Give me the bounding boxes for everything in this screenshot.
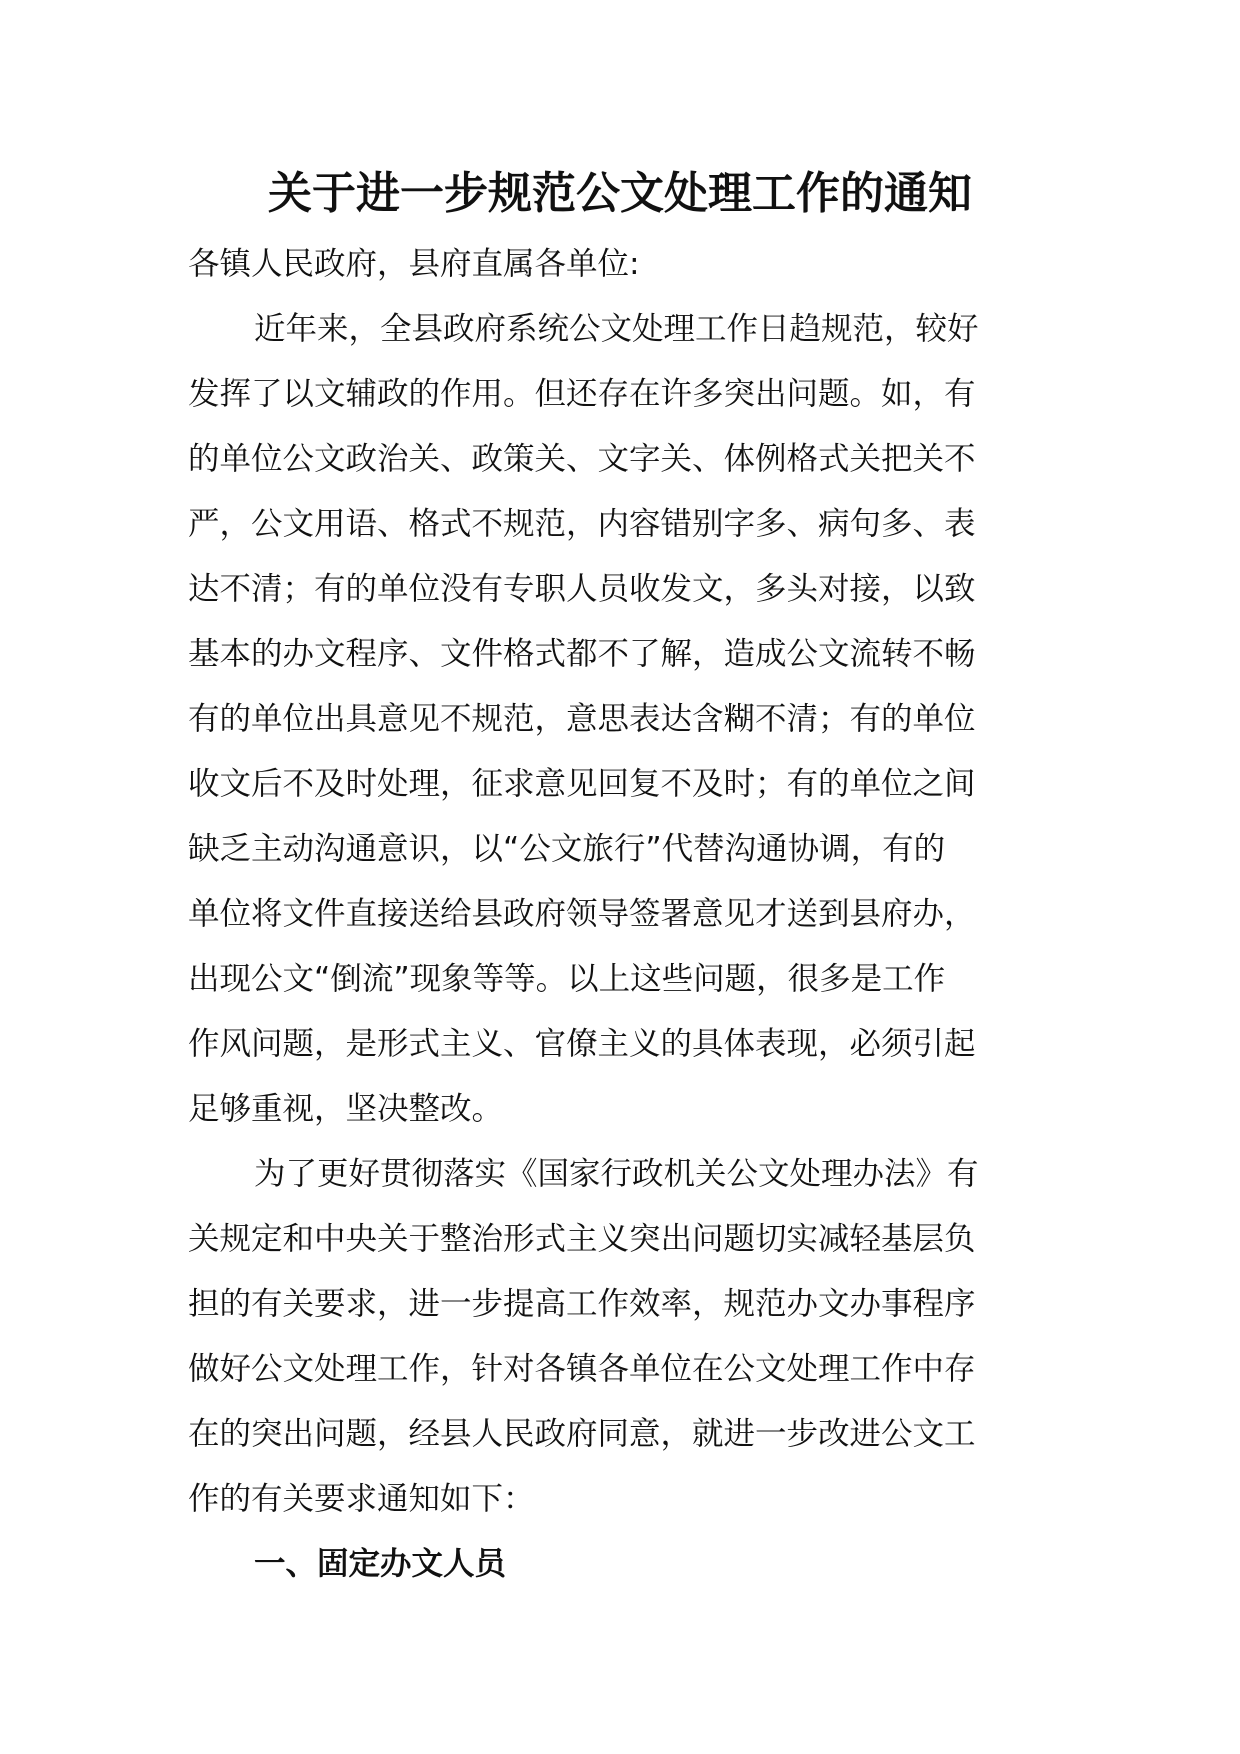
paragraph-line: 有的单位出具意见不规范，意思表达含糊不清；有的单位 bbox=[188, 701, 976, 737]
paragraph-line: 足够重视，坚决整改。 bbox=[188, 1091, 504, 1127]
paragraph-line: 发挥了以文辅政的作用。但还存在许多突出问题。如，有 bbox=[188, 376, 976, 412]
paragraph-line: 担的有关要求，进一步提高工作效率，规范办文办事程序 bbox=[188, 1286, 976, 1322]
paragraph-line: 关规定和中央关于整治形式主义突出问题切实减轻基层负 bbox=[188, 1221, 976, 1257]
section-heading: 一、固定办文人员 bbox=[254, 1546, 507, 1582]
paragraph-line: 近年来，全县政府系统公文处理工作日趋规范，较好 bbox=[254, 311, 979, 347]
paragraph-line: 在的突出问题，经县人民政府同意，就进一步改进公文工 bbox=[188, 1416, 976, 1452]
paragraph-line: 为了更好贯彻落实《国家行政机关公文处理办法》有 bbox=[254, 1156, 979, 1192]
document-body bbox=[188, 232, 1052, 1597]
paragraph-line: 基本的办文程序、文件格式都不了解，造成公文流转不畅 bbox=[188, 636, 976, 672]
paragraph-line: 缺乏主动沟通意识，以“公文旅行”代替沟通协调，有的 bbox=[188, 831, 946, 867]
paragraph-line: 收文后不及时处理，征求意见回复不及时；有的单位之间 bbox=[188, 766, 976, 802]
paragraph-line: 严，公文用语、格式不规范，内容错别字多、病句多、表 bbox=[188, 506, 976, 542]
paragraph-line: 作风问题，是形式主义、官僚主义的具体表现，必须引起 bbox=[188, 1026, 976, 1062]
paragraph-line: 做好公文处理工作，针对各镇各单位在公文处理工作中存 bbox=[188, 1351, 976, 1387]
paragraph-line: 达不清；有的单位没有专职人员收发文，多头对接，以致 bbox=[188, 571, 976, 607]
paragraph-line: 出现公文“倒流”现象等等。以上这些问题，很多是工作 bbox=[188, 961, 946, 997]
document-title: 关于进一步规范公文处理工作的通知 bbox=[268, 168, 972, 219]
paragraph-line: 作的有关要求通知如下： bbox=[188, 1481, 535, 1517]
salutation: 各镇人民政府，县府直属各单位: bbox=[188, 246, 640, 282]
paragraph-line: 的单位公文政治关、政策关、文字关、体例格式关把关不 bbox=[188, 441, 976, 477]
paragraph-line: 单位将文件直接送给县政府领导签署意见才送到县府办， bbox=[188, 896, 976, 932]
